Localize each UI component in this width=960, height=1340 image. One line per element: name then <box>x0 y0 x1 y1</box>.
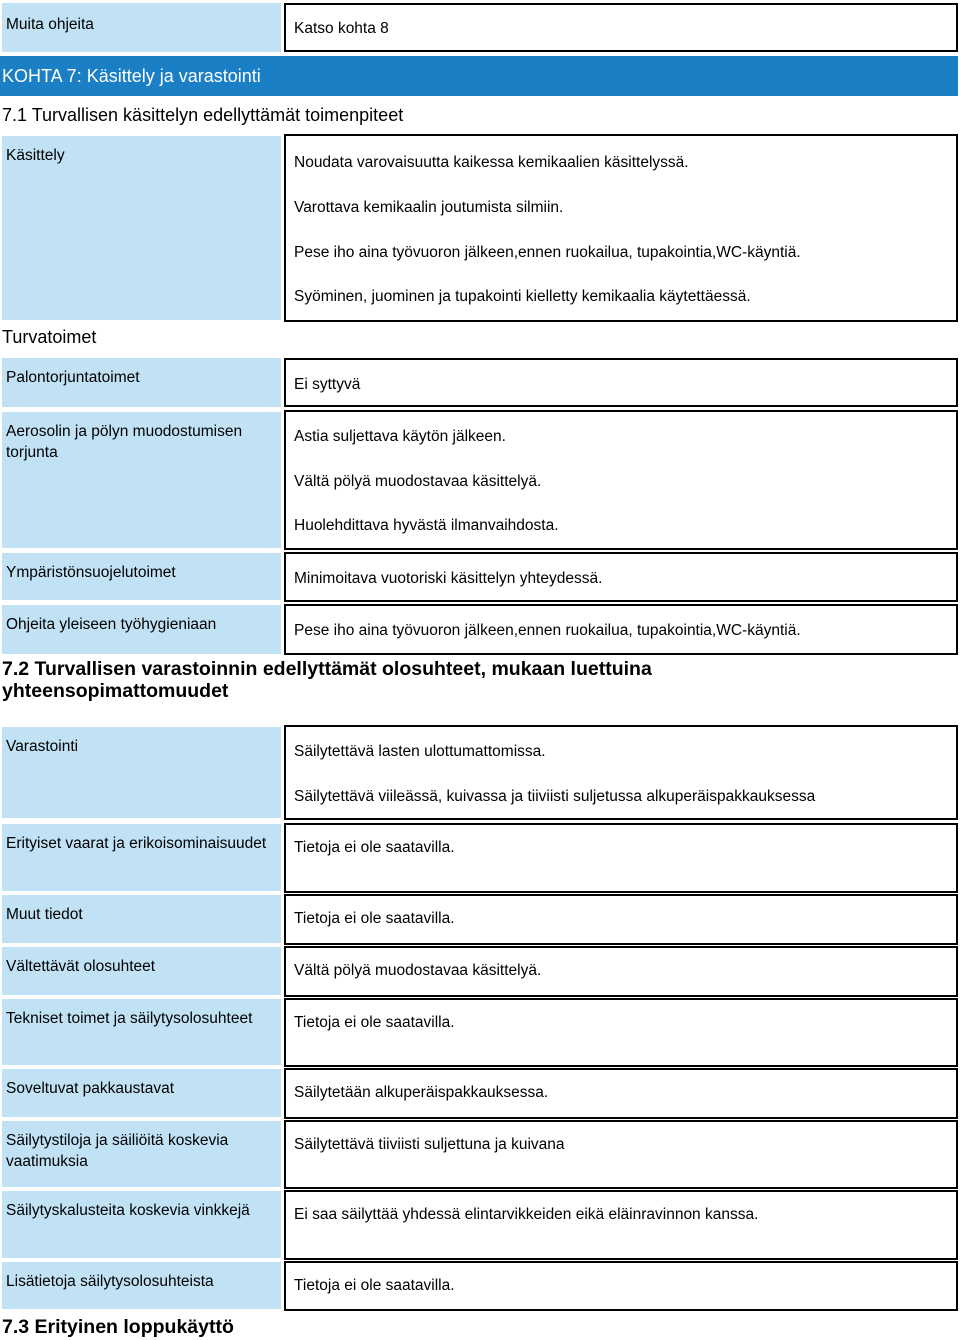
handling-value <box>284 134 958 322</box>
additional-text: Tietoja ei ole saatavilla. <box>294 1277 455 1294</box>
equipment-value <box>284 1190 958 1260</box>
technical-text: Tietoja ei ole saatavilla. <box>294 1014 455 1031</box>
equipment-label: Säilytyskalusteita koskevia vinkkejä <box>2 1191 281 1258</box>
hygiene-value <box>284 604 958 655</box>
other-info-text: Tietoja ei ole saatavilla. <box>294 910 455 927</box>
environment-text: Minimoitava vuotoriski käsittelyn yhteydessä. <box>294 570 603 587</box>
section-7-title: KOHTA 7: Käsittely ja varastointi <box>0 56 958 96</box>
storage-line: Säilytettävä lasten ulottumattomissa. <box>294 743 546 760</box>
packaging-value <box>284 1068 958 1119</box>
storage-label: Varastointi <box>2 727 281 818</box>
safety-measures-heading: Turvatoimet <box>2 327 97 347</box>
equipment-text: Ei saa säilyttää yhdessä elintarvikkeiden eikä eläinravinnon kanssa. <box>294 1206 759 1223</box>
additional-value <box>284 1261 958 1311</box>
premises-value <box>284 1120 958 1189</box>
handling-label: Käsittely <box>2 136 281 320</box>
other-instructions-text: Katso kohta 8 <box>294 20 389 37</box>
special-hazards-text: Tietoja ei ole saatavilla. <box>294 839 455 856</box>
special-hazards-value <box>284 823 958 893</box>
additional-label: Lisätietoja säilytysolosuhteista <box>2 1262 281 1309</box>
special-hazards-label: Erityiset vaarat ja erikoisominaisuudet <box>2 824 281 891</box>
technical-label: Tekniset toimet ja säilytysolosuhteet <box>2 999 281 1065</box>
aerosol-dust-line: Vältä pölyä muodostavaa käsittelyä. <box>294 473 542 490</box>
other-instructions-value <box>284 3 958 52</box>
handling-line: Pese iho aina työvuoron jälkeen,ennen ruokailua, tupakointia,WC-käyntiä. <box>294 244 801 261</box>
fire-fighting-text: Ei syttyvä <box>294 376 361 393</box>
fire-fighting-value <box>284 358 958 407</box>
aerosol-dust-value <box>284 410 958 550</box>
subsection-7-1-heading: 7.1 Turvallisen käsittelyn edellyttämät toimenpiteet <box>2 105 404 125</box>
subsection-7-3-heading: 7.3 Erityinen loppukäyttö <box>2 1316 234 1338</box>
avoid-conditions-label: Vältettävät olosuhteet <box>2 947 281 995</box>
technical-value <box>284 998 958 1067</box>
handling-line: Syöminen, juominen ja tupakointi kielletty kemikaalia käytettäessä. <box>294 288 751 305</box>
premises-label: Säilytystiloja ja säiliöitä koskevia vaatimuksia <box>2 1121 281 1187</box>
packaging-label: Soveltuvat pakkaustavat <box>2 1069 281 1117</box>
environment-label: Ympäristönsuojelutoimet <box>2 553 281 600</box>
other-instructions-label: Muita ohjeita <box>2 3 281 52</box>
aerosol-dust-line: Astia suljettava käytön jälkeen. <box>294 428 506 445</box>
other-info-value <box>284 894 958 945</box>
premises-text: Säilytettävä tiiviisti suljettuna ja kuivana <box>294 1136 565 1153</box>
hygiene-label: Ohjeita yleiseen työhygieniaan <box>2 605 281 654</box>
handling-line: Noudata varovaisuutta kaikessa kemikaalien käsittelyssä. <box>294 154 689 171</box>
avoid-conditions-text: Vältä pölyä muodostavaa käsittelyä. <box>294 962 542 979</box>
avoid-conditions-value <box>284 946 958 997</box>
aerosol-dust-label: Aerosolin ja pölyn muodostumisen torjunta <box>2 412 281 548</box>
storage-value <box>284 725 958 820</box>
aerosol-dust-line: Huolehdittava hyvästä ilmanvaihdosta. <box>294 517 559 534</box>
hygiene-text: Pese iho aina työvuoron jälkeen,ennen ruokailua, tupakointia,WC-käyntiä. <box>294 622 801 639</box>
environment-value <box>284 552 958 602</box>
packaging-text: Säilytetään alkuperäispakkauksessa. <box>294 1084 549 1101</box>
other-info-label: Muut tiedot <box>2 895 281 943</box>
storage-line: Säilytettävä viileässä, kuivassa ja tiiviisti suljetussa alkuperäispakkauksessa <box>294 788 816 805</box>
fire-fighting-label: Palontorjuntatoimet <box>2 358 281 407</box>
subsection-7-2-heading: 7.2 Turvallisen varastoinnin edellyttämät olosuhteet, mukaan luettuina yhteensopimattomuudet <box>2 658 652 702</box>
handling-line: Varottava kemikaalin joutumista silmiin. <box>294 199 564 216</box>
